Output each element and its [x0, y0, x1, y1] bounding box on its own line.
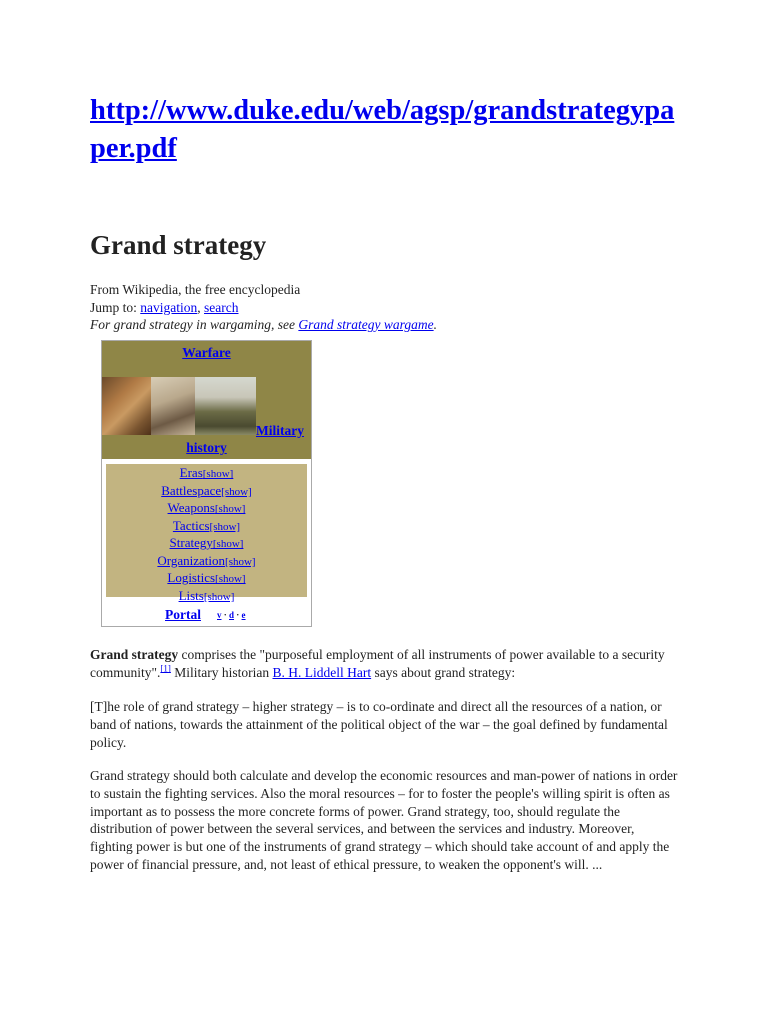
- nav-row-organization: [106, 553, 307, 571]
- jump-sep: ,: [197, 299, 205, 315]
- discuss-link[interactable]: d: [229, 610, 235, 620]
- infobox-military-link[interactable]: Military: [256, 423, 304, 438]
- infobox-image-cavalry[interactable]: [151, 377, 195, 435]
- infobox-image-ancient[interactable]: [102, 377, 151, 435]
- infobox-title-link[interactable]: Warfare: [182, 345, 231, 360]
- intro-text-1: comprises the "purposeful employment of all instruments of power available to a security community".: [90, 647, 665, 680]
- jump-navigation-link[interactable]: navigation: [140, 299, 198, 315]
- nav-item-organization[interactable]: Organization[show]: [157, 552, 256, 568]
- hatnote: [90, 316, 690, 334]
- vde-dot-1: ·: [223, 610, 227, 620]
- nav-item-eras[interactable]: Eras[show]: [179, 465, 234, 480]
- hatnote-prefix: For grand strategy in wargaming, see: [90, 317, 299, 332]
- quote-paragraph-2: Grand strategy should both calculate and develop the economic resources and man-power of nations in order to sustain the fighting services. Also the moral resources – for to foster the people's willing spirit is often as important as to possess the more concrete forms of power. Grand strategy, too, should regulate the distribution of power between the several services, and between the services and industry. Moreover, fighting power is but one of the instruments of grand strategy – which should take account of and apply the power of financial pressure, and, not least of ethical pressure, to weaken the opponent's will. ...: [90, 768, 678, 872]
- infobox-nav-list: [106, 464, 307, 603]
- quote-paragraph-1: [T]he role of grand strategy – higher strategy – is to co-ordinate and direct all the resources of a nation, or band of nations, towards the attainment of the political object of the war – the goal defined by fundamental policy.: [90, 699, 668, 750]
- nav-row-strategy: [106, 535, 307, 553]
- intro-paragraph: [90, 646, 680, 682]
- nav-row-weapons: [106, 500, 307, 518]
- nav-item-logistics[interactable]: Logistics[show]: [167, 570, 246, 585]
- nav-item-battlespace[interactable]: Battlespace[show]: [161, 482, 252, 498]
- hatnote-link[interactable]: Grand strategy wargame: [298, 317, 434, 332]
- nav-item-strategy[interactable]: Strategy[show]: [169, 535, 244, 550]
- nav-row-eras: [106, 465, 307, 483]
- nav-row-logistics: [106, 570, 307, 588]
- from-line: From Wikipedia, the free encyclopedia: [90, 282, 301, 297]
- jump-to-prefix: Jump to:: [90, 299, 141, 315]
- citation-1-link[interactable]: [1]: [160, 663, 171, 674]
- infobox-history-link[interactable]: history: [186, 440, 227, 455]
- nav-row-tactics: [106, 518, 307, 536]
- nav-item-lists[interactable]: Lists[show]: [178, 587, 235, 603]
- vde-links: [217, 610, 246, 620]
- intro-text-3: says about grand strategy:: [371, 664, 516, 680]
- jump-search-link[interactable]: search: [204, 299, 239, 315]
- infobox-image-tank[interactable]: [195, 377, 256, 435]
- article-meta: [90, 281, 690, 334]
- nav-item-weapons[interactable]: Weapons[show]: [167, 500, 246, 515]
- nav-row-lists: [106, 588, 307, 606]
- view-link[interactable]: v: [217, 610, 222, 620]
- intro-text-2: Military historian: [170, 664, 273, 680]
- infobox-header: [102, 341, 311, 459]
- liddell-hart-link[interactable]: B. H. Liddell Hart: [272, 664, 372, 680]
- nav-item-tactics[interactable]: Tactics[show]: [172, 517, 241, 533]
- portal-link[interactable]: Portal: [165, 607, 201, 622]
- warfare-infobox: [101, 340, 312, 627]
- vde-dot-2: ·: [236, 610, 240, 620]
- jump-to-line: [90, 299, 690, 317]
- nav-row-battlespace: [106, 483, 307, 501]
- intro-bold-term: Grand strategy: [90, 647, 179, 662]
- pdf-url-link[interactable]: http://www.duke.edu/web/agsp/grandstrategypaper.pdf: [90, 95, 675, 164]
- hatnote-suffix: .: [433, 317, 437, 332]
- edit-link[interactable]: e: [241, 610, 246, 620]
- page-title: Grand strategy: [90, 230, 267, 260]
